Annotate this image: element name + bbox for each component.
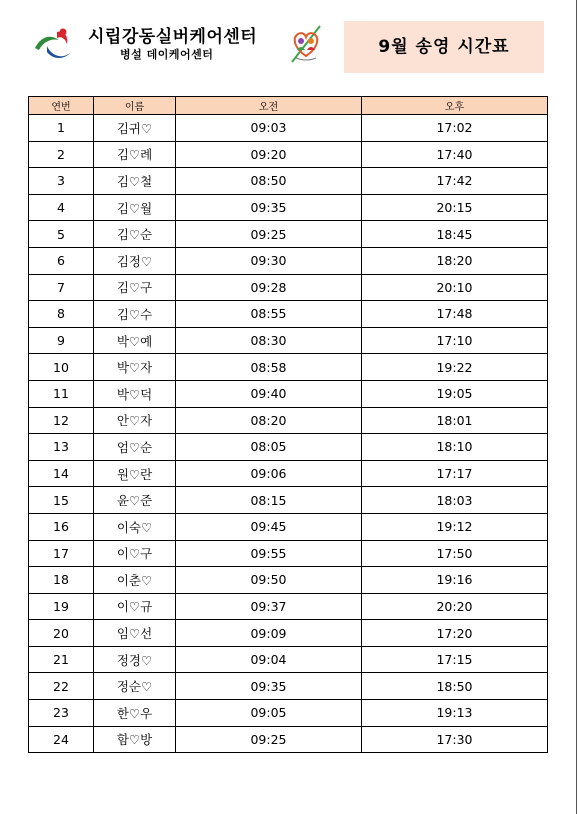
table-row [29, 620, 548, 647]
cell-pm-time: 19:13 [362, 700, 548, 727]
title-box [344, 21, 544, 73]
cell-no: 15 [29, 487, 94, 514]
table-row [29, 407, 548, 434]
cell-pm-time: 18:01 [362, 407, 548, 434]
cell-am-time: 09:37 [176, 593, 362, 620]
cell-name: 정순♡ [94, 673, 176, 700]
table-row [29, 700, 548, 727]
cell-name: 박♡예 [94, 327, 176, 354]
header-no: 연번 [29, 97, 94, 115]
cell-pm-time: 17:40 [362, 141, 548, 168]
cell-pm-time: 17:42 [362, 168, 548, 195]
table-row [29, 434, 548, 461]
table-row [29, 460, 548, 487]
cell-pm-time: 19:22 [362, 354, 548, 381]
cell-name: 김귀♡ [94, 115, 176, 142]
cell-am-time: 08:15 [176, 487, 362, 514]
cell-name: 박♡덕 [94, 380, 176, 407]
cell-pm-time: 20:20 [362, 593, 548, 620]
cell-name: 임♡선 [94, 620, 176, 647]
table-row [29, 513, 548, 540]
table-row [29, 221, 548, 248]
cell-pm-time: 17:10 [362, 327, 548, 354]
table-header-row [29, 97, 548, 115]
cell-am-time: 08:55 [176, 301, 362, 328]
table-row [29, 141, 548, 168]
cell-pm-time: 19:12 [362, 513, 548, 540]
cell-pm-time: 17:02 [362, 115, 548, 142]
cell-am-time: 09:50 [176, 567, 362, 594]
header-am: 오전 [176, 97, 362, 115]
table-row [29, 301, 548, 328]
cell-no: 23 [29, 700, 94, 727]
cell-no: 18 [29, 567, 94, 594]
cell-name: 이숙♡ [94, 513, 176, 540]
cell-no: 14 [29, 460, 94, 487]
page-title: 9월 송영 시간표 [378, 37, 510, 57]
cell-pm-time: 18:03 [362, 487, 548, 514]
cell-am-time: 09:30 [176, 247, 362, 274]
table-row [29, 673, 548, 700]
cell-no: 3 [29, 168, 94, 195]
cell-no: 11 [29, 380, 94, 407]
table-row [29, 487, 548, 514]
table-row [29, 646, 548, 673]
table-row [29, 380, 548, 407]
cell-am-time: 09:06 [176, 460, 362, 487]
header-name: 이름 [94, 97, 176, 115]
cell-pm-time: 19:16 [362, 567, 548, 594]
table-row [29, 567, 548, 594]
heart-people-badge-icon [286, 22, 326, 64]
cell-am-time: 09:03 [176, 115, 362, 142]
cell-am-time: 09:25 [176, 726, 362, 753]
cell-am-time: 09:35 [176, 194, 362, 221]
cell-no: 21 [29, 646, 94, 673]
cell-am-time: 09:05 [176, 700, 362, 727]
table-row [29, 194, 548, 221]
cell-am-time: 09:25 [176, 221, 362, 248]
table-row [29, 354, 548, 381]
table-row [29, 274, 548, 301]
org-subtitle: 병설 데이케어센터 [120, 48, 214, 61]
cell-am-time: 08:05 [176, 434, 362, 461]
cell-am-time: 08:50 [176, 168, 362, 195]
cell-no: 12 [29, 407, 94, 434]
cell-name: 김♡수 [94, 301, 176, 328]
cell-name: 이♡구 [94, 540, 176, 567]
cell-am-time: 08:20 [176, 407, 362, 434]
cell-name: 김♡철 [94, 168, 176, 195]
cell-no: 9 [29, 327, 94, 354]
cell-am-time: 09:09 [176, 620, 362, 647]
cell-no: 2 [29, 141, 94, 168]
page-edge-rule [576, 0, 577, 814]
cell-pm-time: 18:10 [362, 434, 548, 461]
cell-no: 17 [29, 540, 94, 567]
cell-no: 5 [29, 221, 94, 248]
cell-pm-time: 20:10 [362, 274, 548, 301]
cell-no: 8 [29, 301, 94, 328]
cell-pm-time: 17:48 [362, 301, 548, 328]
cell-no: 16 [29, 513, 94, 540]
cell-name: 김♡순 [94, 221, 176, 248]
cell-name: 안♡자 [94, 407, 176, 434]
cell-pm-time: 17:50 [362, 540, 548, 567]
cell-am-time: 09:28 [176, 274, 362, 301]
cell-name: 엄♡순 [94, 434, 176, 461]
cell-no: 24 [29, 726, 94, 753]
table-row [29, 726, 548, 753]
cell-no: 10 [29, 354, 94, 381]
cell-name: 윤♡준 [94, 487, 176, 514]
cell-pm-time: 17:17 [362, 460, 548, 487]
cell-pm-time: 17:20 [362, 620, 548, 647]
cell-am-time: 09:45 [176, 513, 362, 540]
cell-name: 이춘♡ [94, 567, 176, 594]
org-name: 시립강동실버케어센터 [88, 27, 258, 47]
cell-no: 22 [29, 673, 94, 700]
cell-name: 정경♡ [94, 646, 176, 673]
center-logo-icon [33, 26, 75, 62]
cell-no: 4 [29, 194, 94, 221]
cell-name: 김정♡ [94, 247, 176, 274]
table-row [29, 115, 548, 142]
cell-name: 한♡우 [94, 700, 176, 727]
cell-no: 7 [29, 274, 94, 301]
cell-am-time: 09:55 [176, 540, 362, 567]
cell-no: 20 [29, 620, 94, 647]
cell-no: 13 [29, 434, 94, 461]
cell-name: 이♡규 [94, 593, 176, 620]
cell-pm-time: 19:05 [362, 380, 548, 407]
cell-am-time: 08:30 [176, 327, 362, 354]
cell-am-time: 09:20 [176, 141, 362, 168]
cell-no: 19 [29, 593, 94, 620]
cell-name: 함♡방 [94, 726, 176, 753]
cell-pm-time: 18:20 [362, 247, 548, 274]
cell-no: 6 [29, 247, 94, 274]
cell-am-time: 09:40 [176, 380, 362, 407]
cell-am-time: 09:04 [176, 646, 362, 673]
cell-name: 김♡구 [94, 274, 176, 301]
transport-timetable [28, 96, 548, 753]
cell-pm-time: 17:15 [362, 646, 548, 673]
cell-name: 원♡란 [94, 460, 176, 487]
table-row [29, 540, 548, 567]
cell-pm-time: 20:15 [362, 194, 548, 221]
cell-am-time: 08:58 [176, 354, 362, 381]
cell-no: 1 [29, 115, 94, 142]
cell-name: 김♡월 [94, 194, 176, 221]
cell-pm-time: 18:45 [362, 221, 548, 248]
document-header [0, 0, 579, 90]
cell-pm-time: 18:50 [362, 673, 548, 700]
table-row [29, 168, 548, 195]
table-row [29, 327, 548, 354]
cell-pm-time: 17:30 [362, 726, 548, 753]
cell-am-time: 09:35 [176, 673, 362, 700]
header-pm: 오후 [362, 97, 548, 115]
cell-name: 박♡자 [94, 354, 176, 381]
table-row [29, 247, 548, 274]
table-row [29, 593, 548, 620]
cell-name: 김♡례 [94, 141, 176, 168]
